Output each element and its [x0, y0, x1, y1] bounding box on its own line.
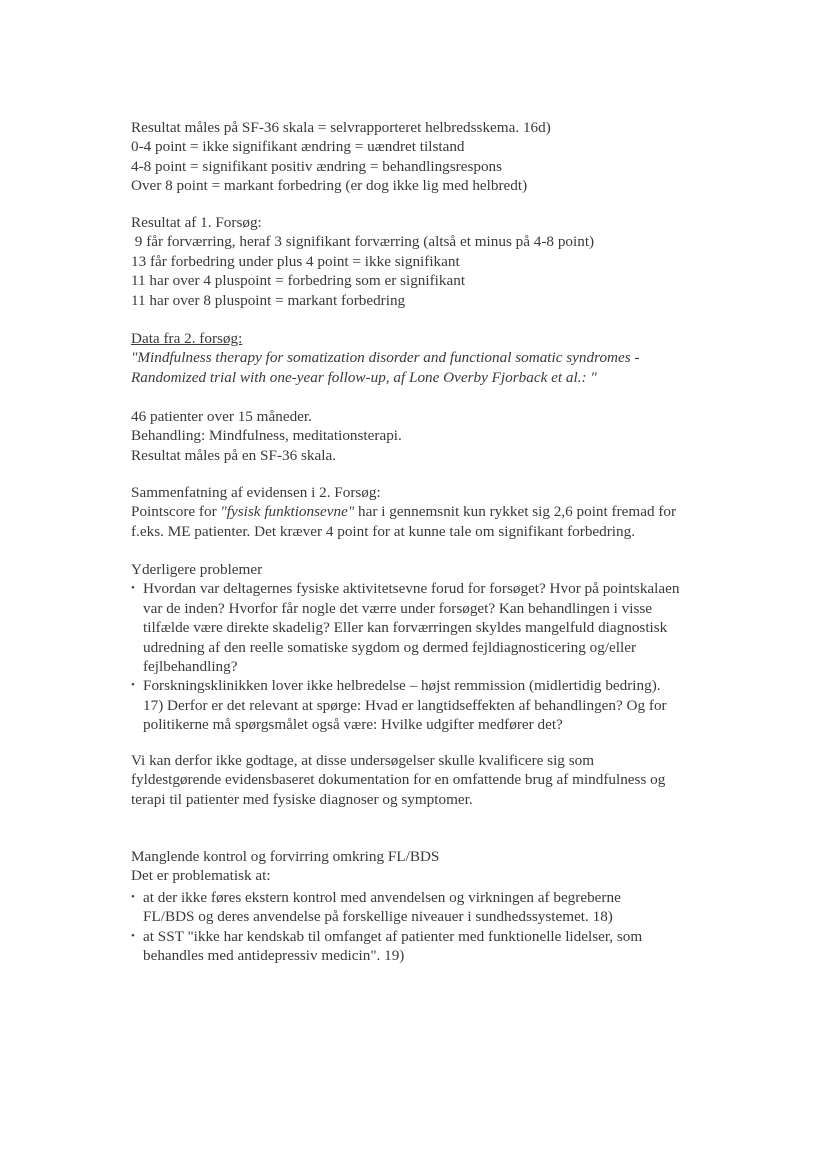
text-line: Resultat måles på en SF-36 skala. — [131, 446, 336, 464]
section-heading: Sammenfatning af evidensen i 2. Forsøg: — [131, 484, 381, 501]
text-line: 13 får forbedring under plus 4 point = ikke signifikant — [131, 252, 460, 270]
text-line: Resultat måles på SF-36 skala = selvrapporteret helbredsskema. 16d) — [131, 119, 551, 136]
text-line: Behandling: Mindfulness, meditationsterapi. — [131, 427, 402, 445]
study-citation: Randomized trial with one-year follow-up, af Lone Overby Fjorback et al.: " — [131, 368, 597, 386]
text-line: fejlbehandling? — [143, 658, 238, 676]
text-line: FL/BDS og deres anvendelse på forskellige niveauer i sundhedssystemet. 18) — [143, 908, 613, 926]
evidence-summary-section — [131, 483, 721, 541]
text-line: politikerne må spørgsmålet også være: Hvilke udgifter medfører det? — [143, 716, 563, 734]
problem-list — [131, 579, 721, 734]
text-fragment: Pointscore for — [131, 503, 221, 521]
text-line: udredning af den reelle somatiske sygdom og dermed fejldiagnosticering og/eller — [143, 638, 637, 656]
text-line: • at SST "ikke har kendskab til omfanget af patienter med funktionelle lidelser, som — [143, 927, 643, 945]
text-line: 0-4 point = ikke signifikant ændring = uændret tilstand — [131, 138, 465, 156]
text-line: Vi kan derfor ikke godtage, at disse undersøgelser skulle kvalificere sig som — [131, 752, 595, 769]
text-line: fyldestgørende evidensbaseret dokumentation for en omfattende brug af mindfulness og — [131, 771, 666, 789]
text-line — [131, 502, 721, 521]
text-line: tilfælde være direkte skadelig? Eller kan forværringen skyldes mangelfuld diagnostisk — [143, 619, 668, 637]
section-heading: Resultat af 1. Forsøg: — [131, 214, 262, 231]
conclusion-paragraph — [131, 751, 721, 809]
text-line: Over 8 point = markant forbedring (er dog ikke lig med helbredt) — [131, 177, 528, 195]
text-line: var de inden? Hvorfor får nogle det værre under forsøget? Kan behandlingen i visse — [143, 599, 653, 617]
section-subheading: Det er problematisk at: — [131, 867, 271, 885]
section-heading: Yderligere problemer — [131, 561, 263, 578]
list-item — [131, 676, 721, 734]
section-heading: Data fra 2. forsøg: — [131, 330, 243, 347]
list-item — [131, 927, 721, 966]
text-line: behandles med antidepressiv medicin". 19) — [143, 947, 405, 965]
text-line: • at der ikke føres ekstern kontrol med anvendelsen og virkningen af begreberne — [143, 888, 621, 906]
text-line: 11 har over 8 pluspoint = markant forbedring — [131, 291, 406, 309]
italic-term: "fysisk funktionsevne" — [220, 503, 355, 521]
text-line: f.eks. ME patienter. Det kræver 4 point for at kunne tale om signifikant forbedring. — [131, 522, 636, 540]
trial2-details — [131, 407, 721, 465]
text-line: 11 har over 4 pluspoint = forbedring som er signifikant — [131, 272, 466, 290]
trial1-results-section — [131, 213, 721, 310]
text-line: terapi til patienter med fysiske diagnoser og symptomer. — [131, 790, 473, 808]
trial2-data-section — [131, 329, 721, 387]
text-line: • Hvordan var deltagernes fysiske aktivitetsevne forud for forsøget? Hvor på pointskalaen — [143, 580, 680, 598]
section-heading: Manglende kontrol og forvirring omkring FL/BDS — [131, 848, 440, 865]
text-line: 4-8 point = signifikant positiv ændring = behandlingsrespons — [131, 157, 503, 175]
list-item — [131, 579, 721, 676]
fl-bds-section — [131, 847, 721, 965]
further-problems-section — [131, 560, 721, 735]
text-line: 17) Derfor er det relevant at spørge: Hvad er langtidseffekten af behandlingen? Og for — [143, 696, 667, 714]
text-line: 46 patienter over 15 måneder. — [131, 408, 312, 425]
text-line: 9 får forværring, heraf 3 signifikant forværring (altså et minus på 4-8 point) — [131, 233, 595, 251]
text-line: • Forskningsklinikken lover ikke helbredelse – højst remmission (midlertidig bedring). — [143, 677, 661, 695]
text-fragment: har i gennemsnit kun rykket sig 2,6 point fremad for — [354, 503, 677, 521]
study-citation: "Mindfulness therapy for somatization disorder and functional somatic syndromes - — [131, 349, 640, 367]
problem-list — [131, 888, 721, 966]
list-item — [131, 888, 721, 927]
sf36-scale-section — [131, 118, 721, 196]
